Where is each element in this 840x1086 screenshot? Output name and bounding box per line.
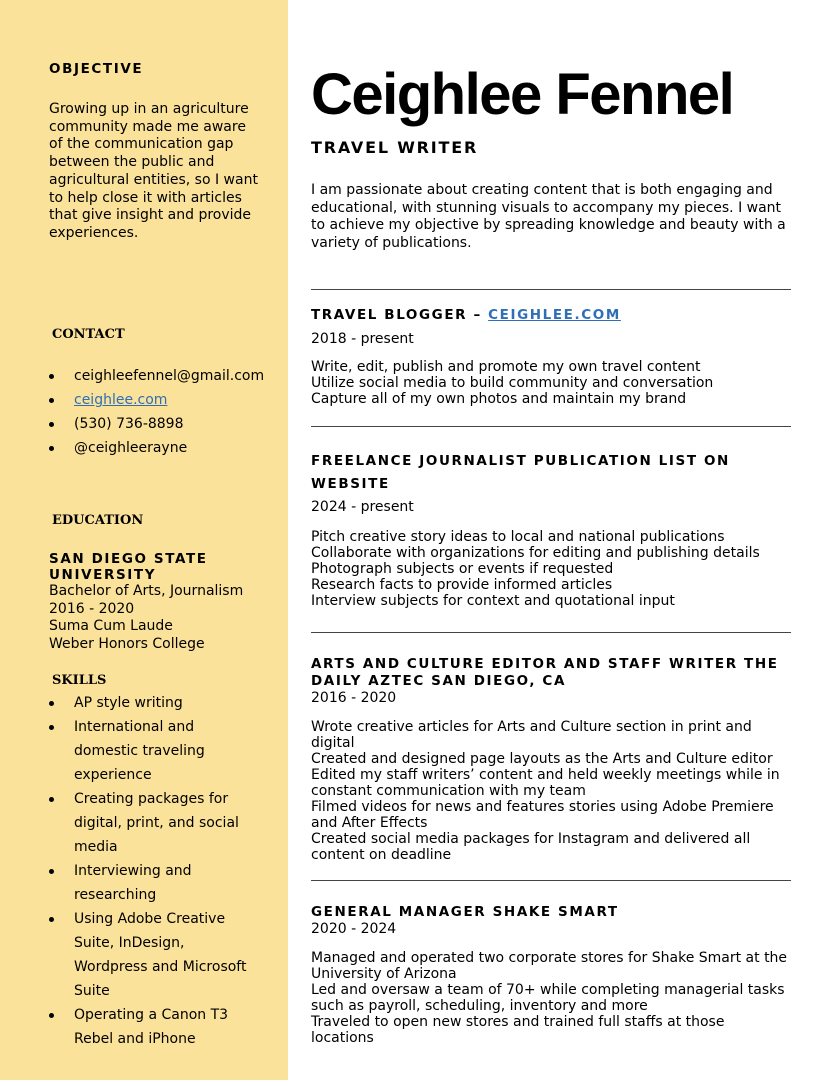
divider [311, 426, 791, 427]
blog-link[interactable]: CEIGHLEE.COM [488, 307, 621, 323]
experience-line: Collaborate with organizations for editing and publishing details [311, 545, 760, 561]
skill-item: Interviewing and researching [49, 859, 261, 907]
experience-line: Pitch creative story ideas to local and national publications [311, 529, 725, 545]
education-block [49, 551, 261, 654]
skill-item: Creating packages for digital, print, and social media [49, 787, 261, 859]
experience-dates: 2018 - present [311, 331, 414, 347]
divider [311, 632, 791, 633]
contact-heading: CONTACT [52, 327, 125, 342]
skill-item: International and domestic traveling experience [49, 715, 261, 787]
experience-item [311, 307, 791, 407]
experience-line: Managed and operated two corporate stores for Shake Smart at the University of Arizona [311, 950, 788, 982]
experience-line: Created social media packages for Instagram and delivered all content on deadline [311, 831, 751, 863]
experience-line: Write, edit, publish and promote my own travel content [311, 359, 701, 375]
experience-line: Interview subjects for context and quotational input [311, 593, 675, 609]
honor: Suma Cum Laude [49, 618, 173, 635]
experience-line: Photograph subjects or events if requested [311, 561, 614, 577]
contact-social: @ceighleerayne [49, 436, 261, 460]
experience-line: Led and oversaw a team of 70+ while completing managerial tasks such as payroll, scheduling, inventory and more [311, 982, 785, 1014]
experience-title: FREELANCE JOURNALIST PUBLICATION LIST ON WEBSITE [311, 453, 730, 492]
contact-email[interactable]: ceighleefennel@gmail.com [49, 364, 261, 388]
skill-item: Using Adobe Creative Suite, InDesign, Wordpress and Microsoft Suite [49, 907, 261, 1003]
sidebar [0, 0, 288, 1080]
experience-dates: 2020 - 2024 [311, 921, 397, 937]
experience-lines [311, 719, 791, 863]
website-link[interactable]: ceighlee.com [74, 392, 168, 408]
objective-heading: OBJECTIVE [49, 61, 144, 77]
skills-list [49, 691, 261, 1051]
summary: I am passionate about creating content that is both engaging and educational, with stunning visuals to accompany my pieces. I want to achieve my objective by spreading knowledge and beauty with a variety of publications. [311, 182, 786, 251]
honors-college: Weber Honors College [49, 636, 205, 653]
school-name: SAN DIEGO STATE UNIVERSITY [49, 551, 208, 583]
skill-item: AP style writing [49, 691, 261, 715]
experience-title: GENERAL MANAGER SHAKE SMART [311, 904, 619, 920]
experience-title: TRAVEL BLOGGER – CEIGHLEE.COM [311, 307, 621, 323]
experience-line: Edited my staff writers’ content and held weekly meetings while in constant communication with my team [311, 767, 780, 799]
degree: Bachelor of Arts, Journalism [49, 583, 244, 599]
divider [311, 880, 791, 881]
skill-item: Operating a Canon T3 Rebel and iPhone [49, 1003, 261, 1051]
contact-website[interactable] [49, 388, 261, 412]
experience-line: Filmed videos for news and features stories using Adobe Premiere and After Effects [311, 799, 774, 831]
experience-line: Capture all of my own photos and maintain my brand [311, 391, 687, 407]
experience-line: Research facts to provide informed articles [311, 577, 613, 593]
experience-item [311, 450, 791, 609]
experience-line: Wrote creative articles for Arts and Culture section in print and digital [311, 719, 752, 751]
experience-line: Utilize social media to build community and conversation [311, 375, 714, 391]
experience-line: Traveled to open new stores and trained full staffs at those locations [311, 1014, 725, 1046]
contact-list [49, 364, 265, 460]
contact-phone: (530) 736-8898 [49, 412, 261, 436]
candidate-name: Ceighlee Fennel [311, 62, 734, 127]
divider [311, 289, 791, 290]
experience-dates: 2024 - present [311, 499, 414, 515]
experience-lines [311, 529, 791, 609]
experience-dates: 2016 - 2020 [311, 690, 397, 706]
objective-text: Growing up in an agriculture community made me aware of the communication gap between the public and agricultural entities, so I want to help close it with articles that give insight and provide experiences. [49, 101, 258, 241]
experience-title: ARTS AND CULTURE EDITOR AND STAFF WRITER THE DAILY AZTEC SAN DIEGO, CA [311, 656, 779, 689]
experience-lines [311, 950, 791, 1046]
job-title: TRAVEL WRITER [311, 138, 479, 157]
experience-line: Created and designed page layouts as the Arts and Culture editor [311, 751, 773, 767]
experience-item [311, 656, 791, 863]
education-heading: EDUCATION [52, 513, 144, 528]
education-years: 2016 - 2020 [49, 600, 135, 617]
experience-item [311, 904, 791, 1046]
experience-lines [311, 359, 791, 407]
skills-heading: SKILLS [52, 673, 107, 688]
